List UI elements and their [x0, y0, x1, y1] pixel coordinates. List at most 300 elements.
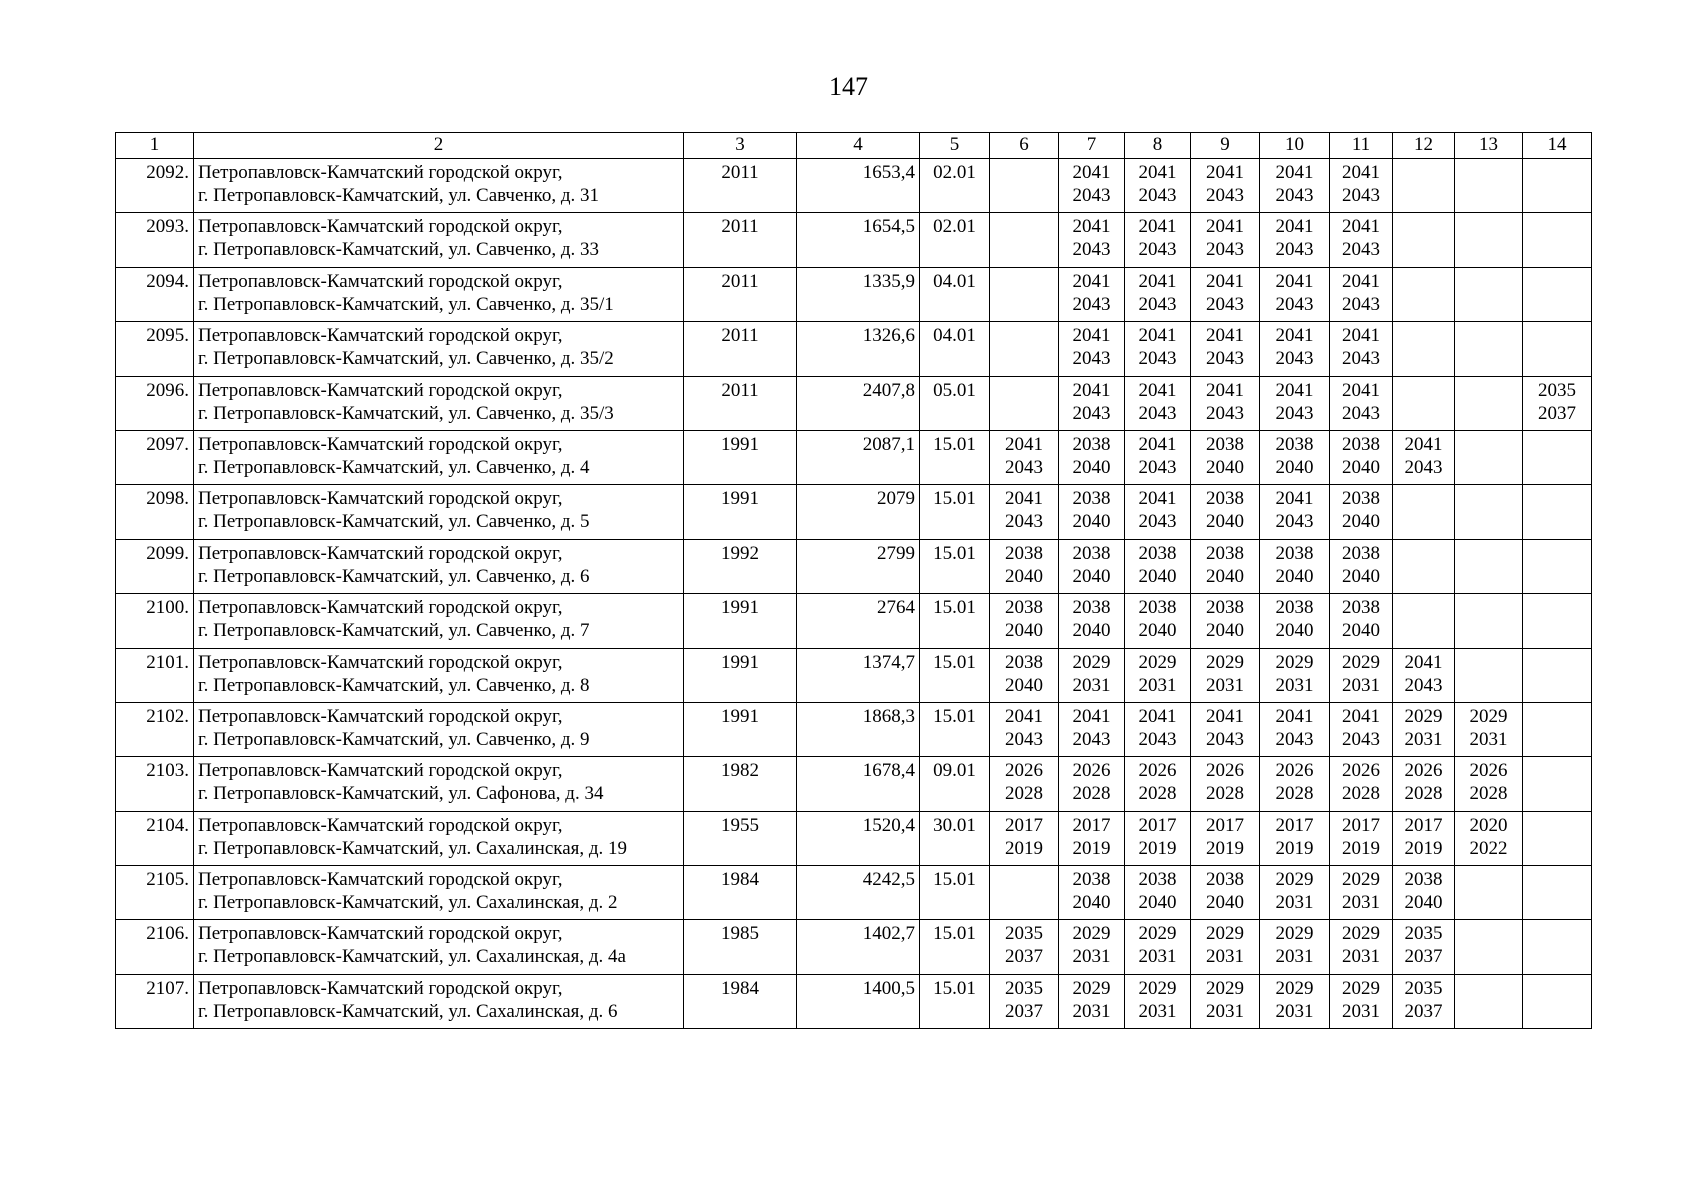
period-end-year: 2040: [1005, 620, 1043, 642]
period-start-year: 2029: [1072, 923, 1111, 945]
period-cell: [1059, 539, 1125, 593]
period-start-year: 2026: [1404, 760, 1443, 782]
period-start-year: 2041: [1072, 162, 1111, 183]
period-start-year: 2041: [1138, 325, 1177, 347]
period-cell: [1191, 594, 1260, 648]
period-cell: [1059, 920, 1125, 974]
period-end-year: 2037: [1404, 946, 1443, 968]
period-start-year: 2038: [1206, 433, 1244, 455]
period-cell: [1125, 539, 1191, 593]
address-line-district: Петропавловск-Камчатский городской округ,: [198, 325, 563, 347]
period-cell: [1059, 594, 1125, 648]
period-end-year: 2040: [1342, 456, 1380, 478]
period-end-year: 2031: [1404, 728, 1443, 750]
period-cell: [1125, 974, 1191, 1028]
row-number-cell: 2106.: [116, 920, 194, 974]
period-cell: [1260, 974, 1330, 1028]
period-start-year: 2017: [1206, 814, 1244, 836]
period-cell: [1125, 594, 1191, 648]
period-cell: [1455, 866, 1523, 920]
period-cell: [990, 594, 1059, 648]
period-end-year: 2043: [1206, 402, 1244, 424]
code-cell: 15.01: [920, 594, 990, 648]
period-end-year: 2040: [1206, 620, 1244, 642]
period-end-year: 2031: [1275, 946, 1314, 968]
period-cell: [1059, 648, 1125, 702]
year-built-cell: 2011: [684, 213, 797, 267]
period-end-year: 2031: [1342, 892, 1380, 914]
period-cell: [990, 159, 1059, 213]
period-start-year: 2041: [1072, 325, 1111, 347]
period-start-year: 2029: [1206, 651, 1244, 673]
period-cell: [1125, 485, 1191, 539]
period-start-year: 2038: [1138, 597, 1177, 619]
address-cell: [194, 322, 684, 376]
period-end-year: 2019: [1206, 837, 1244, 859]
period-end-year: 2043: [1342, 728, 1380, 750]
housing-register-table: [115, 132, 1592, 1029]
period-cell: [1330, 322, 1393, 376]
period-start-year: 2041: [1072, 216, 1111, 238]
column-number-header: 5: [920, 133, 990, 159]
period-start-year: 2017: [1072, 814, 1111, 836]
period-end-year: 2019: [1138, 837, 1177, 859]
period-cell: [990, 485, 1059, 539]
period-cell: [1260, 267, 1330, 321]
address-line-street: г. Петропавловск-Камчатский, ул. Савченко, д. 6: [198, 565, 590, 587]
period-end-year: 2043: [1072, 239, 1111, 261]
period-cell: [1523, 702, 1592, 756]
table-row: [116, 594, 1592, 648]
row-number-cell: 2102.: [116, 702, 194, 756]
period-start-year: 2029: [1072, 651, 1111, 673]
period-end-year: 2040: [1072, 892, 1111, 914]
address-line-district: Петропавловск-Камчатский городской округ,: [198, 270, 563, 292]
period-end-year: 2043: [1404, 456, 1443, 478]
period-end-year: 2040: [1275, 620, 1314, 642]
period-start-year: 2038: [1138, 542, 1177, 564]
period-end-year: 2043: [1206, 293, 1244, 315]
period-end-year: 2031: [1138, 1000, 1177, 1022]
period-start-year: 2041: [1342, 379, 1380, 401]
table-body: [116, 159, 1592, 1029]
row-number-cell: 2095.: [116, 322, 194, 376]
period-cell: [1330, 866, 1393, 920]
period-cell: [1330, 159, 1393, 213]
period-start-year: 2020: [1469, 814, 1508, 836]
period-start-year: 2041: [1138, 488, 1177, 510]
period-end-year: 2031: [1342, 1000, 1380, 1022]
period-cell: [1059, 757, 1125, 811]
period-start-year: 2026: [1469, 760, 1508, 782]
period-cell: [1191, 648, 1260, 702]
row-number-cell: 2104.: [116, 811, 194, 865]
period-end-year: 2031: [1275, 892, 1314, 914]
period-cell: [1191, 267, 1260, 321]
period-cell: [1330, 811, 1393, 865]
period-end-year: 2031: [1342, 946, 1380, 968]
area-cell: 1335,9: [797, 267, 920, 321]
period-cell: [1260, 539, 1330, 593]
address-cell: [194, 974, 684, 1028]
address-cell: [194, 866, 684, 920]
period-start-year: 2041: [1342, 705, 1380, 727]
table-row: [116, 213, 1592, 267]
address-line-street: г. Петропавловск-Камчатский, ул. Сахалинская, д. 6: [198, 1000, 618, 1022]
area-cell: 1678,4: [797, 757, 920, 811]
period-cell: [1393, 702, 1455, 756]
period-end-year: 2040: [1005, 565, 1043, 587]
period-end-year: 2037: [1404, 1000, 1443, 1022]
period-cell: [1125, 267, 1191, 321]
address-line-district: Петропавловск-Камчатский городской округ,: [198, 977, 563, 999]
period-start-year: 2017: [1005, 814, 1043, 836]
address-line-street: г. Петропавловск-Камчатский, ул. Савченко, д. 31: [198, 185, 599, 206]
period-cell: [1260, 213, 1330, 267]
column-number-header: 9: [1191, 133, 1260, 159]
table-row: [116, 648, 1592, 702]
period-cell: [990, 648, 1059, 702]
address-line-street: г. Петропавловск-Камчатский, ул. Сахалинская, д. 4а: [198, 946, 626, 968]
period-cell: [1393, 974, 1455, 1028]
period-start-year: 2041: [1005, 488, 1043, 510]
period-cell: [1523, 159, 1592, 213]
code-cell: 15.01: [920, 920, 990, 974]
period-end-year: 2040: [1138, 620, 1177, 642]
address-line-street: г. Петропавловск-Камчатский, ул. Савченко, д. 35/3: [198, 402, 614, 424]
period-cell: [1455, 322, 1523, 376]
period-end-year: 2019: [1005, 837, 1043, 859]
period-start-year: 2035: [1404, 923, 1443, 945]
period-cell: [990, 920, 1059, 974]
period-start-year: 2041: [1206, 325, 1244, 347]
period-cell: [1393, 267, 1455, 321]
column-number-header: 2: [194, 133, 684, 159]
period-cell: [1125, 322, 1191, 376]
period-end-year: 2043: [1275, 402, 1314, 424]
address-line-street: г. Петропавловск-Камчатский, ул. Савченко, д. 35/2: [198, 348, 614, 370]
period-cell: [1523, 811, 1592, 865]
address-cell: [194, 539, 684, 593]
area-cell: 1654,5: [797, 213, 920, 267]
period-cell: [1330, 594, 1393, 648]
period-cell: [1330, 485, 1393, 539]
column-number-header: 10: [1260, 133, 1330, 159]
period-start-year: 2038: [1206, 488, 1244, 510]
period-start-year: 2041: [1138, 162, 1177, 183]
address-line-district: Петропавловск-Камчатский городской округ,: [198, 216, 563, 238]
period-end-year: 2043: [1138, 402, 1177, 424]
period-cell: [1455, 594, 1523, 648]
period-cell: [1191, 811, 1260, 865]
table-row: [116, 702, 1592, 756]
period-start-year: 2029: [1206, 977, 1244, 999]
period-cell: [1523, 974, 1592, 1028]
period-cell: [990, 267, 1059, 321]
period-end-year: 2043: [1138, 728, 1177, 750]
period-cell: [1523, 866, 1592, 920]
period-cell: [1523, 485, 1592, 539]
table-row: [116, 811, 1592, 865]
year-built-cell: 2011: [684, 159, 797, 213]
period-end-year: 2019: [1072, 837, 1111, 859]
period-cell: [1260, 757, 1330, 811]
period-end-year: 2043: [1275, 239, 1314, 261]
address-line-district: Петропавловск-Камчатский городской округ,: [198, 433, 563, 455]
period-end-year: 2028: [1138, 783, 1177, 805]
column-number-header: 8: [1125, 133, 1191, 159]
period-end-year: 2043: [1005, 728, 1043, 750]
period-end-year: 2040: [1072, 565, 1111, 587]
period-end-year: 2019: [1404, 837, 1443, 859]
period-cell: [1260, 485, 1330, 539]
period-start-year: 2029: [1275, 923, 1314, 945]
period-start-year: 2017: [1404, 814, 1443, 836]
period-cell: [1330, 757, 1393, 811]
address-cell: [194, 920, 684, 974]
period-cell: [1523, 376, 1592, 430]
year-built-cell: 1992: [684, 539, 797, 593]
period-cell: [1523, 213, 1592, 267]
code-cell: 15.01: [920, 974, 990, 1028]
period-start-year: 2035: [1005, 923, 1043, 945]
period-start-year: 2041: [1206, 270, 1244, 292]
period-start-year: 2038: [1342, 488, 1380, 510]
address-line-street: г. Петропавловск-Камчатский, ул. Сафонова, д. 34: [198, 783, 604, 805]
table-row: [116, 539, 1592, 593]
period-start-year: 2038: [1206, 869, 1244, 891]
period-cell: [1260, 920, 1330, 974]
period-cell: [1125, 213, 1191, 267]
area-cell: 1520,4: [797, 811, 920, 865]
period-end-year: 2028: [1206, 783, 1244, 805]
address-cell: [194, 430, 684, 484]
column-number-header: 11: [1330, 133, 1393, 159]
period-start-year: 2038: [1072, 869, 1111, 891]
period-start-year: 2041: [1275, 705, 1314, 727]
column-number-header: 3: [684, 133, 797, 159]
period-cell: [1191, 376, 1260, 430]
period-start-year: 2038: [1005, 542, 1043, 564]
year-built-cell: 1985: [684, 920, 797, 974]
period-cell: [1059, 866, 1125, 920]
period-cell: [1191, 539, 1260, 593]
code-cell: 05.01: [920, 376, 990, 430]
period-start-year: 2017: [1138, 814, 1177, 836]
address-cell: [194, 267, 684, 321]
period-start-year: 2041: [1275, 325, 1314, 347]
period-start-year: 2041: [1206, 216, 1244, 238]
code-cell: 15.01: [920, 648, 990, 702]
period-cell: [1260, 159, 1330, 213]
column-number-header: 6: [990, 133, 1059, 159]
period-cell: [1393, 213, 1455, 267]
period-end-year: 2043: [1342, 402, 1380, 424]
year-built-cell: 1991: [684, 702, 797, 756]
period-cell: [1260, 376, 1330, 430]
period-start-year: 2029: [1275, 869, 1314, 891]
area-cell: 2087,1: [797, 430, 920, 484]
period-end-year: 2028: [1275, 783, 1314, 805]
table-row: [116, 430, 1592, 484]
period-cell: [1260, 702, 1330, 756]
period-cell: [990, 213, 1059, 267]
table-row: [116, 974, 1592, 1028]
period-cell: [1523, 322, 1592, 376]
period-cell: [1330, 267, 1393, 321]
period-cell: [1523, 648, 1592, 702]
period-end-year: 2031: [1072, 674, 1111, 696]
period-end-year: 2043: [1342, 239, 1380, 261]
period-end-year: 2031: [1275, 1000, 1314, 1022]
period-end-year: 2043: [1206, 348, 1244, 370]
period-cell: [1393, 811, 1455, 865]
address-line-district: Петропавловск-Камчатский городской округ,: [198, 705, 563, 727]
period-start-year: 2041: [1404, 433, 1443, 455]
period-cell: [1191, 159, 1260, 213]
column-number-header-row: [116, 133, 1592, 159]
address-line-street: г. Петропавловск-Камчатский, ул. Савченко, д. 33: [198, 239, 599, 261]
period-end-year: 2043: [1342, 348, 1380, 370]
period-start-year: 2029: [1342, 869, 1380, 891]
period-start-year: 2038: [1404, 869, 1443, 891]
period-cell: [1455, 811, 1523, 865]
period-cell: [1191, 322, 1260, 376]
address-cell: [194, 159, 684, 213]
area-cell: 1868,3: [797, 702, 920, 756]
period-start-year: 2038: [1342, 433, 1380, 455]
row-number-cell: 2107.: [116, 974, 194, 1028]
period-cell: [1393, 159, 1455, 213]
period-start-year: 2041: [1138, 379, 1177, 401]
table-row: [116, 920, 1592, 974]
period-start-year: 2029: [1404, 705, 1443, 727]
period-cell: [1455, 376, 1523, 430]
period-start-year: 2041: [1342, 162, 1380, 183]
address-cell: [194, 485, 684, 539]
period-cell: [1523, 757, 1592, 811]
address-line-district: Петропавловск-Камчатский городской округ,: [198, 379, 563, 401]
period-end-year: 2043: [1206, 728, 1244, 750]
period-cell: [1191, 757, 1260, 811]
period-start-year: 2029: [1275, 977, 1314, 999]
row-number-cell: 2092.: [116, 159, 194, 213]
period-cell: [1455, 485, 1523, 539]
address-line-district: Петропавловск-Камчатский городской округ,: [198, 651, 563, 673]
period-end-year: 2028: [1342, 783, 1380, 805]
period-start-year: 2041: [1138, 216, 1177, 238]
address-line-district: Петропавловск-Камчатский городской округ,: [198, 814, 563, 836]
period-end-year: 2040: [1206, 565, 1244, 587]
row-number-cell: 2098.: [116, 485, 194, 539]
period-start-year: 2041: [1206, 162, 1244, 183]
row-number-cell: 2097.: [116, 430, 194, 484]
column-number-header: 13: [1455, 133, 1523, 159]
row-number-cell: 2093.: [116, 213, 194, 267]
period-end-year: 2040: [1342, 565, 1380, 587]
period-start-year: 2029: [1072, 977, 1111, 999]
period-cell: [1059, 322, 1125, 376]
period-cell: [1125, 159, 1191, 213]
column-number-header: 12: [1393, 133, 1455, 159]
period-end-year: 2028: [1469, 783, 1508, 805]
period-cell: [1191, 920, 1260, 974]
period-start-year: 2041: [1206, 379, 1244, 401]
period-end-year: 2031: [1072, 1000, 1111, 1022]
code-cell: 04.01: [920, 267, 990, 321]
period-cell: [990, 376, 1059, 430]
period-cell: [1260, 594, 1330, 648]
address-cell: [194, 648, 684, 702]
period-end-year: 2031: [1072, 946, 1111, 968]
period-start-year: 2041: [1072, 379, 1111, 401]
period-end-year: 2040: [1005, 674, 1043, 696]
year-built-cell: 1991: [684, 485, 797, 539]
period-cell: [1455, 920, 1523, 974]
period-cell: [1330, 376, 1393, 430]
period-end-year: 2040: [1206, 456, 1244, 478]
period-cell: [1260, 811, 1330, 865]
period-start-year: 2038: [1072, 542, 1111, 564]
year-built-cell: 1982: [684, 757, 797, 811]
code-cell: 15.01: [920, 866, 990, 920]
period-end-year: 2031: [1138, 674, 1177, 696]
period-end-year: 2040: [1206, 892, 1244, 914]
period-cell: [1260, 648, 1330, 702]
period-cell: [990, 974, 1059, 1028]
period-end-year: 2040: [1404, 892, 1443, 914]
row-number-cell: 2099.: [116, 539, 194, 593]
period-cell: [1125, 702, 1191, 756]
year-built-cell: 2011: [684, 322, 797, 376]
period-start-year: 2038: [1072, 597, 1111, 619]
period-start-year: 2035: [1538, 379, 1576, 401]
period-end-year: 2043: [1342, 293, 1380, 315]
period-cell: [1125, 430, 1191, 484]
period-start-year: 2041: [1005, 705, 1043, 727]
period-cell: [1059, 213, 1125, 267]
period-end-year: 2043: [1072, 185, 1111, 206]
period-start-year: 2038: [1005, 597, 1043, 619]
area-cell: 2799: [797, 539, 920, 593]
area-cell: 2764: [797, 594, 920, 648]
period-cell: [1059, 267, 1125, 321]
period-cell: [1191, 866, 1260, 920]
period-end-year: 2040: [1072, 511, 1111, 533]
period-start-year: 2041: [1404, 651, 1443, 673]
period-end-year: 2043: [1342, 185, 1380, 206]
period-start-year: 2035: [1005, 977, 1043, 999]
period-cell: [1059, 376, 1125, 430]
period-cell: [1125, 376, 1191, 430]
area-cell: 1402,7: [797, 920, 920, 974]
period-cell: [1523, 267, 1592, 321]
address-line-street: г. Петропавловск-Камчатский, ул. Савченко, д. 5: [198, 511, 590, 533]
period-end-year: 2043: [1275, 293, 1314, 315]
address-cell: [194, 811, 684, 865]
period-cell: [990, 702, 1059, 756]
period-start-year: 2029: [1469, 705, 1508, 727]
period-start-year: 2017: [1275, 814, 1314, 836]
period-end-year: 2043: [1275, 185, 1314, 206]
year-built-cell: 1991: [684, 648, 797, 702]
period-cell: [1330, 213, 1393, 267]
period-cell: [1059, 811, 1125, 865]
period-cell: [1260, 866, 1330, 920]
period-end-year: 2031: [1342, 674, 1380, 696]
period-cell: [1125, 920, 1191, 974]
address-line-district: Петропавловск-Камчатский городской округ,: [198, 760, 563, 782]
